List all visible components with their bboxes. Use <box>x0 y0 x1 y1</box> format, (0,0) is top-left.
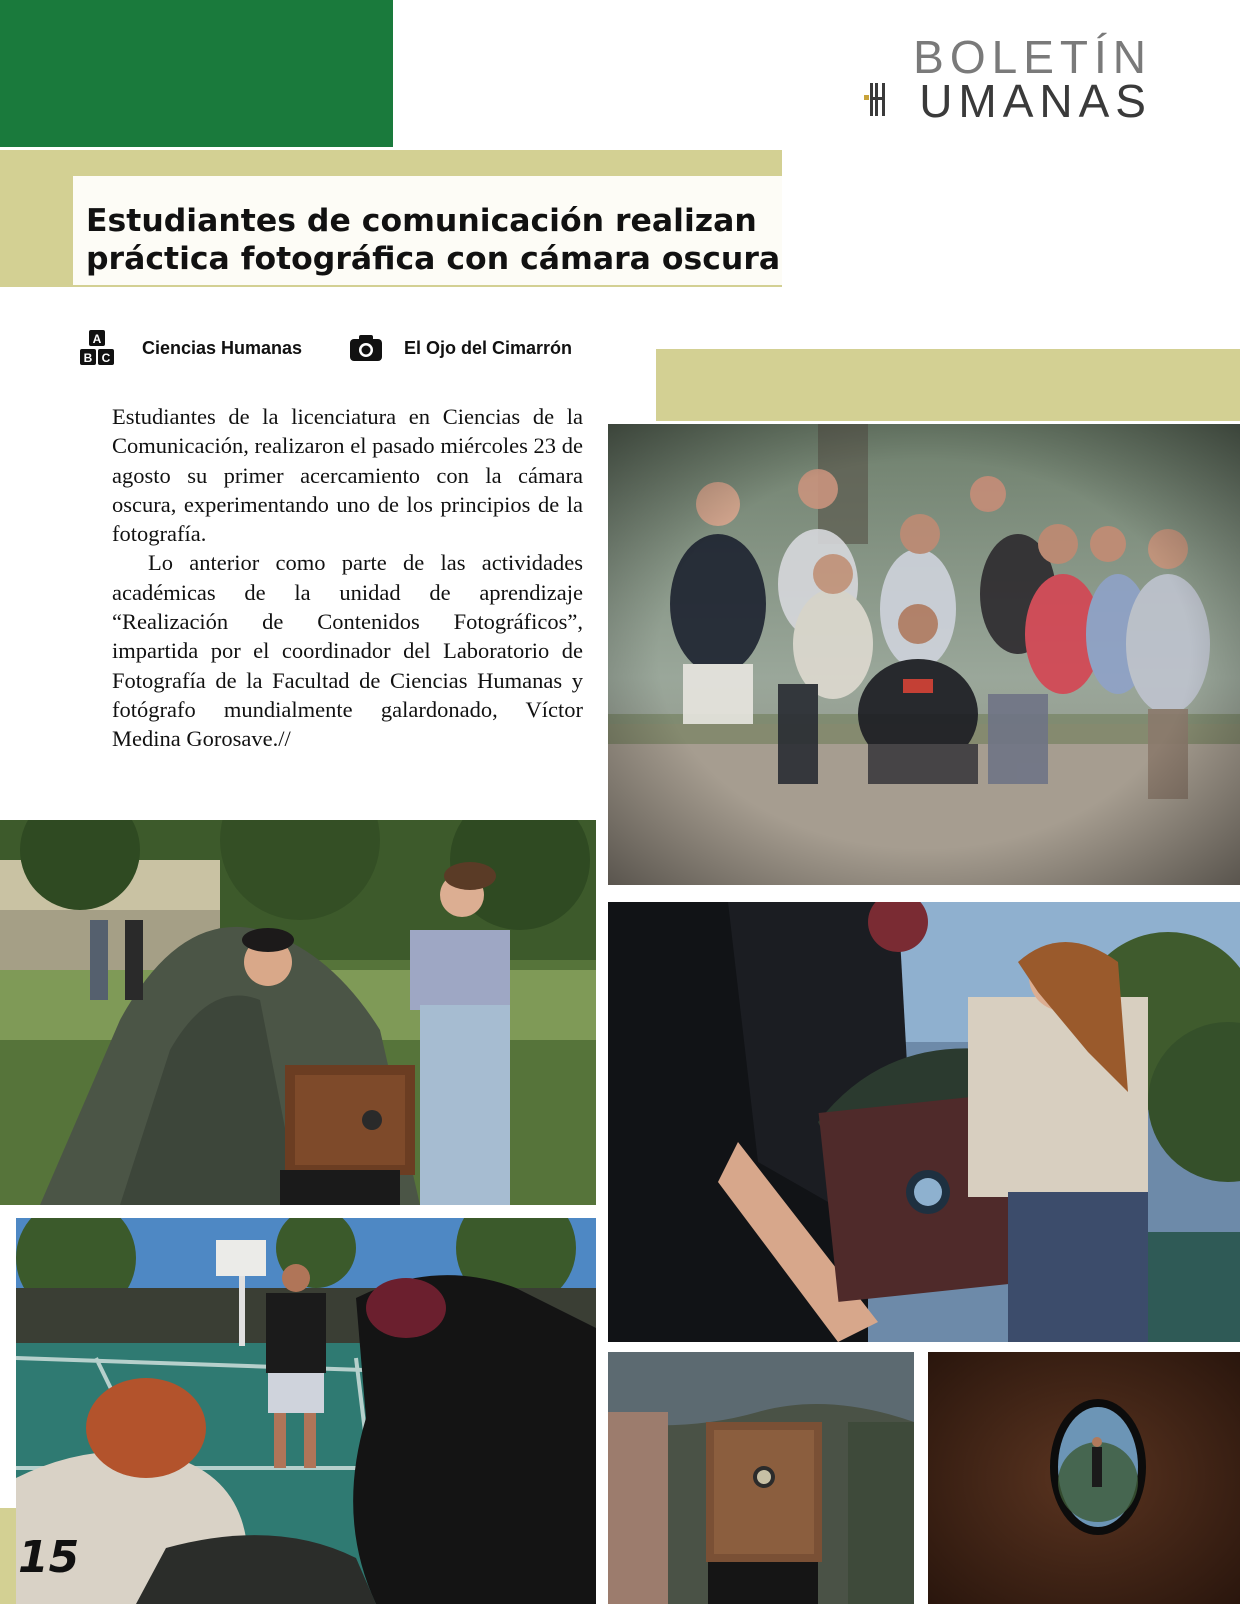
basketball-court-photo <box>16 1218 596 1604</box>
title-line-2: práctica fotográfica con cámara oscura <box>86 241 781 277</box>
body-paragraph-2: Lo anterior como parte de las actividades académicas de la unidad de aprendizaje “Realización de Contenidos Fotográficos”, impartida por el coordinador del Laboratorio de Fotografía de la Facultad de Ciencias Humanas y fotógrafo mundialmente galardonado, Víctor Medina Gorosave.// <box>112 550 583 752</box>
body-paragraph-1: Estudiantes de la licenciatura en Ciencias de la Comunicación, realizaron el pasado miércoles 23 de agosto su primer acercamiento con la cámara oscura, experimentando uno de los principios de la fotografía. <box>112 404 583 547</box>
article-meta <box>78 328 658 368</box>
camera-cloth-photo <box>0 820 596 1205</box>
abc-blocks-icon <box>78 330 116 366</box>
photo-accent-band <box>656 349 1240 421</box>
photo-credit <box>350 328 572 368</box>
photo-credit-label: El Ojo del Cimarrón <box>404 337 573 358</box>
page-number: 15 <box>18 1532 80 1583</box>
title-line-1: Estudiantes de comunicación realizan <box>86 203 757 239</box>
boletin-humanas-logo <box>860 31 1200 127</box>
peephole-closeup-photo <box>928 1352 1240 1604</box>
group-photo <box>608 424 1240 885</box>
article-body <box>112 402 583 754</box>
logo-line-1: BOLETÍN <box>913 31 1152 83</box>
section-label: Ciencias Humanas <box>142 337 303 358</box>
block-letter-c: C <box>101 351 111 365</box>
camera-box-photo <box>608 1352 914 1604</box>
block-letter-b: B <box>83 351 93 365</box>
footer-accent-band <box>0 1508 16 1604</box>
section-tag <box>78 328 302 368</box>
logo-h-mark <box>864 81 886 117</box>
logo-line-2: UMANAS <box>919 75 1152 127</box>
camera-icon <box>350 335 382 361</box>
article-title <box>86 202 786 278</box>
green-corner-block <box>0 0 393 147</box>
block-letter-a: A <box>92 332 102 346</box>
adjusting-camera-photo <box>608 902 1240 1342</box>
